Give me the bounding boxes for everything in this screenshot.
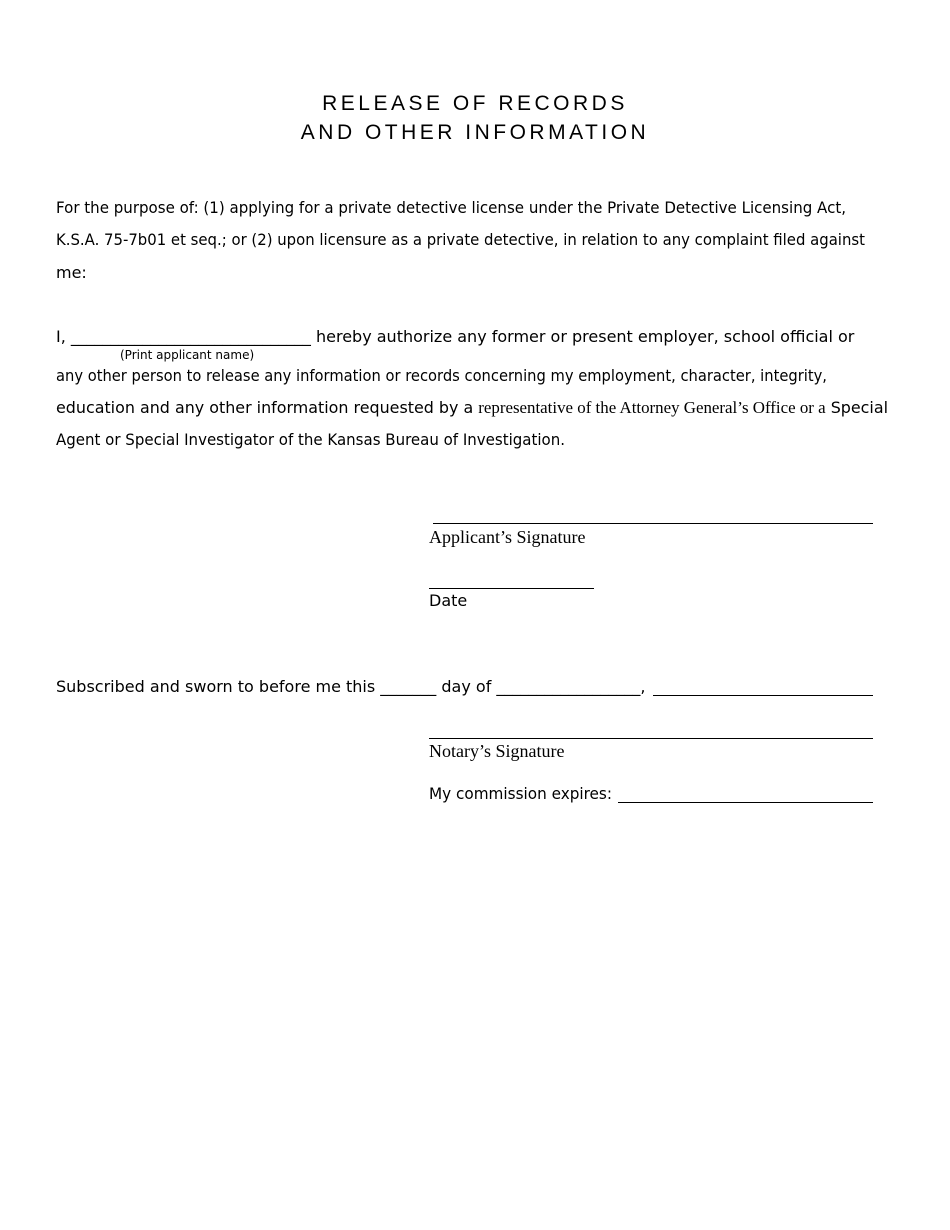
authorization-line-1: [56, 327, 854, 347]
date-line[interactable]: [429, 588, 594, 589]
authorization-line-1-text: I, ______________________________ hereby authorize any former or present employer, school official or: [56, 327, 855, 346]
applicant-signature-line[interactable]: [433, 523, 873, 524]
purpose-line-1-text: For the purpose of: (1) applying for a private detective license under the Private Detective Licensing Act,: [56, 198, 847, 217]
purpose-line-2-text: K.S.A. 75-7b01 et seq.; or (2) upon licensure as a private detective, in relation to any complaint filed against: [56, 230, 865, 249]
purpose-text-line-2: [56, 230, 926, 250]
applicant-signature-label: Applicant’s Signature: [429, 527, 586, 547]
authorization-line-2-text: any other person to release any information or records concerning my employment, character, integrity,: [56, 366, 827, 385]
form-title-line-1: RELEASE OF RECORDS: [322, 92, 628, 115]
sworn-text: Subscribed and sworn to before me this _______ day of __________________,: [56, 677, 646, 696]
commission-expires-label: [429, 784, 621, 803]
authorization-line-3-start: education and any other information requested by a: [56, 398, 479, 417]
date-label: Date: [429, 591, 468, 610]
authorization-line-3-end: Special: [825, 398, 888, 417]
authorization-line-3: [56, 398, 893, 418]
commission-expires-line[interactable]: [618, 802, 873, 803]
authorization-line-4: [56, 430, 599, 450]
authorization-line-2: [56, 366, 895, 386]
authorization-line-4-text: Agent or Special Investigator of the Kansas Bureau of Investigation.: [56, 430, 566, 449]
sworn-line: [56, 677, 646, 697]
authorization-line-3-text: [56, 398, 888, 418]
purpose-text-line-1: [56, 198, 897, 218]
notary-signature-line[interactable]: [429, 738, 873, 739]
purpose-text-line-3: [56, 263, 87, 283]
authorization-line-3-serif: representative of the Attorney General’s Office or a: [478, 398, 826, 417]
sworn-year-line[interactable]: [653, 695, 873, 696]
notary-signature-label: Notary’s Signature: [429, 741, 565, 761]
form-title-line-2: AND OTHER INFORMATION: [300, 121, 650, 144]
commission-expires-text: My commission expires:: [429, 784, 612, 803]
purpose-line-3-text: me:: [56, 263, 87, 282]
print-name-caption: (Print applicant name): [120, 348, 255, 362]
